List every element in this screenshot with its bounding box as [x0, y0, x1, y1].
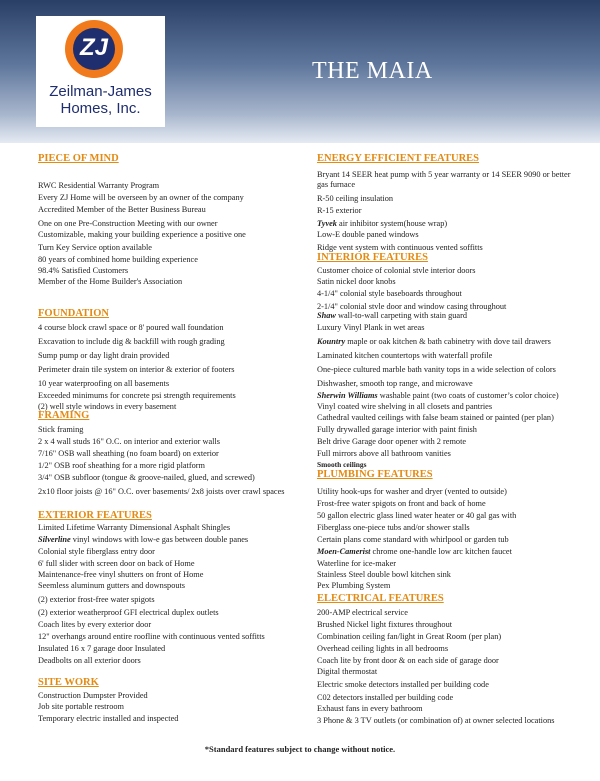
feature-item: 1/2" OSB roof sheathing for a more rigid platform — [38, 461, 205, 470]
feature-item: Laminated kitchen countertops with waterfall profile — [317, 351, 493, 360]
feature-item: (2) well style windows in every basement — [38, 402, 177, 411]
feature-item: Utility hook-ups for washer and dryer (vented to outside) — [317, 487, 507, 496]
feature-item: Limited Lifetime Warranty Dimensional Asphalt Shingles — [38, 523, 231, 532]
feature-item: Deadbolts on all exterior doors — [38, 656, 141, 665]
feature-item: Shaw wall-to-wall carpeting with stain guard — [317, 311, 468, 320]
feature-item: Stick framing — [38, 425, 84, 434]
feature-item: Coach lites by every exterior door — [38, 620, 152, 629]
feature-item: Low-E double paned windows — [317, 230, 419, 239]
section-heading: PIECE OF MIND — [38, 153, 119, 164]
feature-item: Brushed Nickel light fixtures throughout — [317, 620, 453, 629]
feature-item: Exceeded minimums for concrete psi strength requirements — [38, 391, 236, 400]
feature-item: Insulated 16 x 7 garage door Insulated — [38, 644, 166, 653]
feature-item: Vinyl coated wire shelving in all closets and pantries — [317, 402, 493, 411]
feature-item: Digital thermostat — [317, 667, 378, 676]
feature-item: Turn Key Service option available — [38, 243, 152, 252]
feature-item: Smooth ceilings — [317, 460, 367, 469]
brand-name: Moen-Camerist — [317, 547, 371, 556]
feature-item: Seemless aluminum gutters and downspouts — [38, 581, 186, 590]
feature-item: Exhaust fans in every bathroom — [317, 704, 423, 713]
feature-item: R-15 exterior — [317, 206, 362, 215]
feature-item: Kountry maple or oak kitchen & bath cabinetry with dove tail drawers — [317, 337, 551, 346]
feature-item: Luxury Vinyl Plank in wet areas — [317, 323, 425, 332]
brand-name: Tyvek — [317, 219, 337, 228]
feature-item: One on one Pre-Construction Meeting with our owner — [38, 219, 218, 228]
feature-item: Satin nickel door knobs — [317, 277, 396, 286]
feature-item: 3 Phone & 3 TV outlets (or combination of) at owner selected locations — [317, 716, 555, 725]
feature-item: Tyvek air inhibitor system(house wrap) — [317, 219, 448, 228]
brand-name: Kountry — [317, 337, 346, 346]
feature-item: 7/16" OSB wall sheathing (no foam board) on exterior — [38, 449, 219, 458]
feature-item: 50 gallon electric glass lined water heater or 40 gal gas with — [317, 511, 517, 520]
feature-item: Pex Plumbing System — [317, 581, 391, 590]
feature-item: Member of the Home Builder's Association — [38, 277, 183, 286]
brand-name: Sherwin Williams — [317, 391, 378, 400]
footer-disclaimer: *Standard features subject to change without notice. — [204, 744, 396, 754]
feature-item: Bryant 14 SEER heat pump with 5 year warranty or 14 SEER 9090 or better gas furnace — [317, 170, 571, 189]
brand-name: Silverline — [38, 535, 71, 544]
logo-name-line1: Zeilman-James — [49, 83, 152, 100]
feature-item: Fiberglass one-piece tubs and/or shower stalls — [317, 523, 470, 532]
feature-item: Full mirrors above all bathroom vanities — [317, 449, 451, 458]
feature-item: Job site portable restroom — [38, 702, 124, 711]
feature-item: Frost-free water spigots on front and back of home — [317, 499, 486, 508]
feature-item: 2-1/4" colonial stvle door and window casing throughout — [317, 302, 507, 311]
feature-item: 3/4" OSB subfloor (tongue & groove-nailed, glued, and screwed) — [38, 473, 255, 482]
feature-item: Colonial style fiberglass entry door — [38, 547, 155, 556]
logo-emblem — [65, 20, 123, 78]
feature-item: 4 course block crawl space or 8' poured wall foundation — [38, 323, 224, 332]
feature-item: Fully drywalled garage interior with paint finish — [317, 425, 477, 434]
section-heading: INTERIOR FEATURES — [317, 252, 428, 263]
feature-item: R-50 ceiling insulation — [317, 194, 394, 203]
feature-item: Maintenance-free vinyl shutters on front of Home — [38, 570, 204, 579]
feature-item: Temporary electric installed and inspected — [38, 714, 179, 723]
feature-item: Certain plans come standard with whirlpool or garden tub — [317, 535, 509, 544]
feature-item: Waterline for ice-maker — [317, 559, 397, 568]
page-title: THE MAIA — [312, 58, 433, 84]
feature-item: One-piece cultured marble bath vanity tops in a wide selection of colors — [317, 365, 556, 374]
header-banner — [0, 0, 600, 143]
logo-monogram: ZJ — [79, 34, 108, 61]
brand-name: Shaw — [317, 311, 336, 320]
section-heading: ENERGY EFFICIENT FEATURES — [317, 153, 480, 164]
feature-item: Excavation to include dig & backfill with rough grading — [38, 337, 225, 346]
section-heading: FRAMING — [38, 410, 90, 421]
feature-item: 12" overhangs around entire roofline with continuous vented soffitts — [38, 632, 265, 641]
feature-item: Stainless Steel double bowl kitchen sink — [317, 570, 451, 579]
feature-item: Sherwin Williams washable paint (two coats of customer’s color choice) — [317, 391, 559, 400]
feature-item: 4-1/4" colonial style baseboards throughout — [317, 289, 462, 298]
section-heading: SITE WORK — [38, 677, 99, 688]
feature-item: 80 years of combined home building experience — [38, 255, 198, 264]
logo-name-line2: Homes, Inc. — [60, 100, 141, 117]
feature-item: 2 x 4 wall studs 16" O.C. on interior and exterior walls — [38, 437, 220, 446]
feature-item: 98.4% Satisfied Customers — [38, 266, 129, 275]
section-heading: ELECTRICAL FEATURES — [317, 593, 444, 604]
feature-item: Dishwasher, smooth top range, and microwave — [317, 379, 473, 388]
feature-item: Belt drive Garage door opener with 2 remote — [317, 437, 467, 446]
feature-item: Construction Dumpster Provided — [38, 691, 148, 700]
feature-item: Cathedral vaulted ceilings with false beam stained or painted (per plan) — [317, 413, 554, 422]
feature-item: Overhead ceiling lights in all bedrooms — [317, 644, 449, 653]
feature-item: Sump pump or day light drain provided — [38, 351, 170, 360]
company-logo — [36, 16, 165, 127]
section-heading: PLUMBING FEATURES — [317, 469, 433, 480]
feature-item: (2) exterior frost-free water spigots — [38, 595, 155, 604]
feature-item: Customizable, making your building experience a positive one — [38, 230, 246, 239]
feature-item: Electric smoke detectors installed per building code — [317, 680, 489, 689]
feature-item: Every ZJ Home will be overseen by an owner of the company — [38, 193, 244, 202]
feature-item: RWC Residential Warranty Program — [38, 181, 160, 190]
feature-item: 10 year waterproofing on all basements — [38, 379, 170, 388]
feature-item: 6' full slider with screen door on back of Home — [38, 559, 195, 568]
feature-item: 2x10 floor joists @ 16" O.C. over basements/ 2x8 joists over crawl spaces — [38, 487, 285, 496]
feature-item: Moen-Camerist chrome one-handle low arc kitchen faucet — [317, 547, 512, 556]
feature-item: C02 detectors installed per building code — [317, 693, 454, 702]
feature-item: Ridge vent system with continuous vented soffitts — [317, 243, 483, 252]
feature-item: Silverline vinyl windows with low-e gas between double panes — [38, 535, 249, 544]
feature-item: 200-AMP electrical service — [317, 608, 408, 617]
section-heading: EXTERIOR FEATURES — [38, 510, 152, 521]
feature-item: Coach lite by front door & on each side of garage door — [317, 656, 499, 665]
feature-item: Accredited Member of the Better Business Bureau — [38, 205, 206, 214]
feature-item: Perimeter drain tile system on interior & exterior of footers — [38, 365, 235, 374]
feature-item: Customer choice of colonial stvle interior doors — [317, 266, 476, 275]
feature-item: (2) exterior weatherproof GFI electrical duplex outlets — [38, 608, 219, 617]
section-heading: FOUNDATION — [38, 308, 109, 319]
feature-item: Combination ceiling fan/light in Great Room (per plan) — [317, 632, 502, 641]
